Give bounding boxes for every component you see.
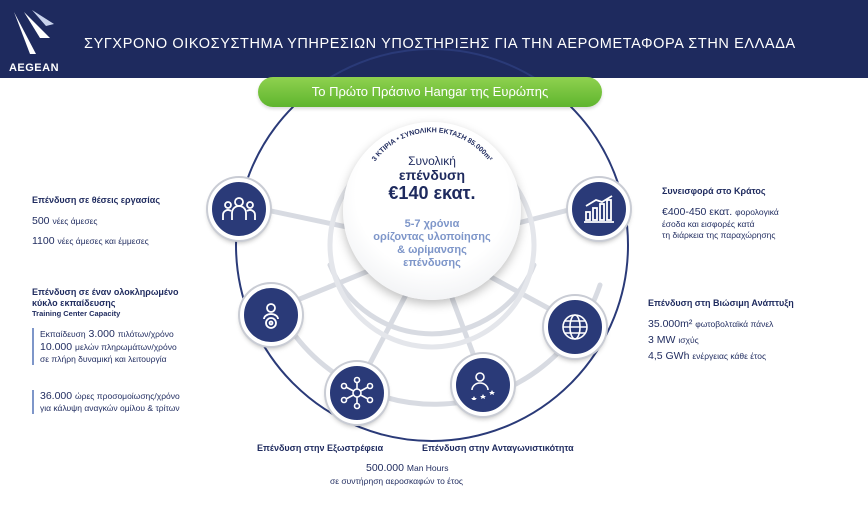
person-stars-icon: [452, 354, 514, 416]
jobs-direct: 500 νέες άμεσες: [32, 215, 98, 227]
total-investment-value: €140 εκατ.: [388, 183, 476, 203]
state-note2: τη διάρκεια της παραχώρησης: [662, 230, 776, 240]
page-title: ΣΥΓΧΡΟΝΟ ΟΙΚΟΣΥΣΤΗΜΑ ΥΠΗΡΕΣΙΩΝ ΥΠΟΣΤΗΡΙΞΗΣ ΓΙΑ ΤΗΝ ΑΕΡΟΜΕΤΑΦΟΡΑ ΣΤΗΝ ΕΛΛΑΔΑ: [84, 36, 796, 52]
outward-title: Επένδυση στην Εξωστρέφεια: [257, 443, 384, 453]
state-note1: έσοδα και εισφορές κατά: [662, 219, 755, 229]
solar-panels: 35.000m² φωτοβολταϊκά πάνελ: [648, 318, 774, 330]
logo-text: AEGEAN: [8, 62, 60, 74]
center-line1: Συνολική: [408, 154, 456, 168]
people-icon: [208, 178, 270, 240]
green-hangar-banner: Το Πρώτο Πράσινο Hangar της Ευρώπης: [258, 77, 602, 107]
total-investment-circle: [343, 122, 521, 300]
simulation-group: [32, 390, 180, 414]
training-capacity-group: [32, 328, 177, 365]
simulation-hours: 36.000 ώρες προσομοίωσης/χρόνο: [40, 390, 180, 402]
buildings-area-arc-text: 3 ΚΤΙΡΙΑ • ΣΥΝΟΛΙΚΗ ΕΚΤΑΣΗ 85.000m²: [371, 127, 494, 163]
competitiveness-title: Επένδυση στην Ανταγωνιστικότητα: [422, 443, 574, 453]
pilots-training: Εκπαίδευση 3.000 πιλότων/χρόνο: [40, 328, 174, 340]
crew-training: 10.000 μελών πληρωμάτων/χρόνο: [40, 341, 177, 353]
center-sub2: ορίζοντας υλοποίησης: [373, 231, 491, 243]
manhours-note: σε συντήρηση αεροσκαφών το έτος: [330, 476, 464, 486]
power-capacity: 3 MW ισχύς: [648, 334, 699, 346]
simulation-note: για κάλυψη αναγκών ομίλου & τρίτων: [40, 403, 180, 413]
crew-training-note: σε πλήρη δυναμική και λειτουργία: [40, 354, 167, 364]
state-contribution: €400-450 εκατ. φορολογικά: [662, 206, 779, 218]
training-title1: Επένδυση σε έναν ολοκληρωμένο: [32, 287, 179, 297]
sustain-title: Επένδυση στη Βιώσιμη Ανάπτυξη: [648, 298, 794, 308]
globe-icon: [544, 296, 606, 358]
center-sub4: επένδυσης: [403, 257, 461, 269]
training-title2: κύκλο εκπαίδευσης: [32, 298, 116, 308]
center-sub3: & ωρίμανσης: [397, 244, 467, 256]
state-title: Συνεισφορά στο Κράτος: [662, 186, 766, 196]
growth-chart-icon: [568, 178, 630, 240]
energy-yearly: 4,5 GWh ενέργειας κάθε έτος: [648, 350, 767, 362]
network-icon: [326, 362, 388, 424]
jobs-title: Επένδυση σε θέσεις εργασίας: [32, 195, 161, 205]
center-sub1: 5-7 χρόνια: [404, 218, 460, 230]
training-subtitle: Training Center Capacity: [32, 309, 121, 318]
center-line2: επένδυση: [398, 167, 466, 183]
manhours-value: 500.000 Man Hours: [366, 462, 449, 474]
jobs-total: 1100 νέες άμεσες και έμμεσες: [32, 235, 149, 247]
training-gear-icon: [240, 284, 302, 346]
